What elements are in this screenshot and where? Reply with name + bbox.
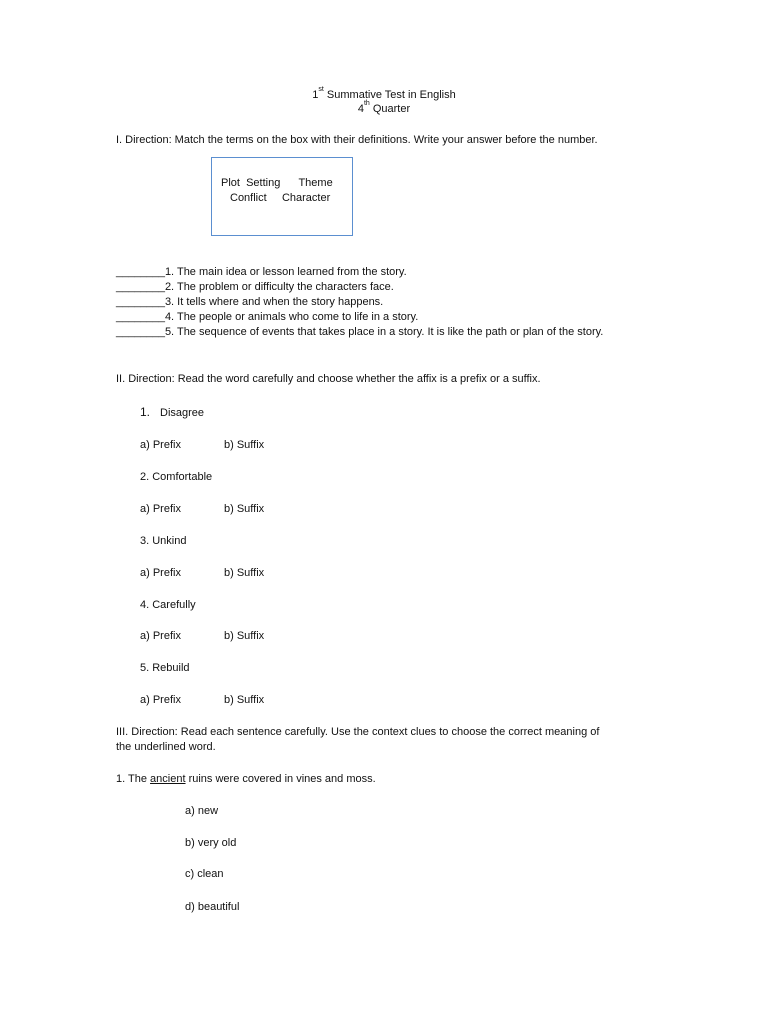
part2-q2-option-b: b) Suffix — [224, 503, 265, 515]
part2-question-2: 2. Comfortable — [140, 471, 213, 483]
part3-option-a: a) new — [185, 805, 219, 817]
part2-q5-option-b: b) Suffix — [224, 694, 265, 706]
part3-option-b: b) very old — [185, 837, 237, 849]
question-word: Disagree — [160, 407, 205, 419]
part2-q3-option-a: a) Prefix — [140, 567, 181, 579]
part3-direction-line1: III. Direction: Read each sentence carefully. Use the context clues to choose the correct meaning of — [116, 726, 600, 738]
part2-q3-option-b: b) Suffix — [224, 567, 265, 579]
test-title: 1st Summative Test in English — [312, 86, 456, 101]
terms-box-line1: Plot Setting Theme — [221, 177, 333, 189]
part2-q2-option-a: a) Prefix — [140, 503, 181, 515]
part1-item-3: ________3. It tells where and when the story happens. — [116, 296, 384, 308]
part2-question-5: 5. Rebuild — [140, 662, 190, 674]
terms-box — [211, 157, 353, 236]
part2-question-1 — [140, 405, 204, 421]
part1-item-1: ________1. The main idea or lesson learned from the story. — [116, 266, 407, 278]
part2-direction: II. Direction: Read the word carefully and choose whether the affix is a prefix or a suffix. — [116, 373, 541, 385]
part3-option-d: d) beautiful — [185, 901, 240, 913]
part2-question-3: 3. Unkind — [140, 535, 187, 547]
underlined-word: ancient — [150, 773, 186, 785]
part1-direction: I. Direction: Match the terms on the box with their definitions. Write your answer before the number. — [116, 134, 598, 146]
quarter-label: 4th Quarter — [357, 100, 411, 115]
part2-q1-option-a: a) Prefix — [140, 439, 181, 451]
part3-direction-line2: the underlined word. — [116, 741, 216, 753]
part3-option-c: c) clean — [185, 868, 224, 880]
question-number: 1. — [140, 405, 151, 419]
part2-q4-option-b: b) Suffix — [224, 630, 265, 642]
part1-item-4: ________4. The people or animals who come to life in a story. — [116, 311, 419, 323]
part1-item-5: ________5. The sequence of events that takes place in a story. It is like the path or plan of the story. — [116, 326, 604, 338]
part3-question-1: 1. The ancient ruins were covered in vines and moss. — [116, 773, 376, 785]
part2-q4-option-a: a) Prefix — [140, 630, 181, 642]
part2-q5-option-a: a) Prefix — [140, 694, 181, 706]
part2-question-4: 4. Carefully — [140, 599, 196, 611]
part2-q1-option-b: b) Suffix — [224, 439, 265, 451]
part1-item-2: ________2. The problem or difficulty the characters face. — [116, 281, 394, 293]
terms-box-line2: Conflict Character — [230, 192, 331, 204]
